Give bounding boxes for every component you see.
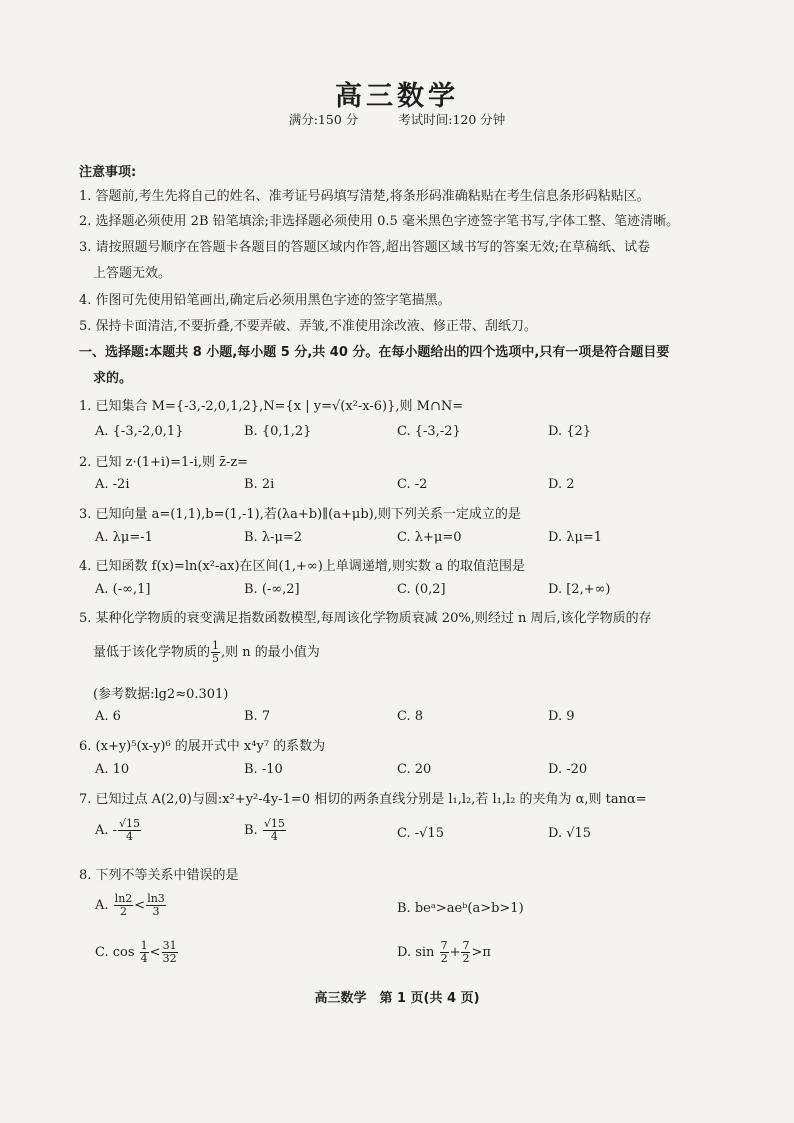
q2-option-b: B. 2i [244,477,275,492]
fraction: $\frac{7}{2}$ [440,939,448,965]
fraction: $\frac{1}{5}$ [212,639,220,665]
q1-option-d: D. {2} [548,424,592,439]
note-item: 4. 作图可先使用铅笔画出,确定后必须用黑色字迹的签字笔描黑。 [79,293,451,308]
page-footer: 高三数学 第 1 页(共 4 页) [314,991,480,1006]
question-4-stem: 4. 已知函数 f(x)=ln(x²-ax)在区间(1,+∞)上单调递增,则实数 a 的取值范围是 [79,559,525,574]
page-title: 高三数学 [335,81,459,112]
section-heading: 一、选择题:本题共 8 小题,每小题 5 分,共 40 分。在每小题给出的四个选项中,只有一项是符合题目要 [79,345,670,360]
q3-option-d: D. λμ=1 [548,530,603,545]
q6-option-a: A. 10 [95,762,130,777]
fraction: $\frac{1}{4}$ [140,939,148,965]
note-item: 5. 保持卡面清洁,不要折叠,不要弄破、弄皱,不准使用涂改液、修正带、刮纸刀。 [79,319,537,334]
q7-option-c: C. -√15 [397,826,444,841]
q1-option-b: B. {0,1,2} [244,424,312,439]
q8-option-c: C. cos $\frac{1}{4}$ < $\frac{31}{32}$ [95,939,177,965]
q5-option-b: B. 7 [244,709,271,724]
q6-option-b: B. -10 [244,762,283,777]
notes-heading: 注意事项: [79,165,137,180]
q2-option-a: A. -2i [95,477,130,492]
q6-option-c: C. 20 [397,762,432,777]
q8-option-b: B. beᵃ>aeᵇ(a>b>1) [397,901,524,916]
note-item: 上答题无效。 [93,266,172,281]
q5-option-c: C. 8 [397,709,424,724]
fraction: $\frac{√15}{4}$ [263,817,285,843]
question-5-stem: 5. 某种化学物质的衰变满足指数函数模型,每周该化学物质衰减 20%,则经过 n 周后,该化学物质的存 [79,611,652,626]
question-8-stem: 8. 下列不等关系中错误的是 [79,868,239,883]
fraction: $\frac{\ln 3}{3}$ [147,892,165,918]
q5-text-post: ,则 n 的最小值为 [221,645,320,660]
reference-data: (参考数据:lg2≈0.301) [93,687,229,702]
q5-option-a: A. 6 [95,709,121,724]
q4-option-b: B. (-∞,2] [244,582,300,597]
exam-time: 考试时间:120 分钟 [398,112,506,127]
q3-option-b: B. λ-μ=2 [244,530,303,545]
q4-option-a: A. (-∞,1] [95,582,151,597]
q7-option-a: A. - $\frac{√15}{4}$ [95,817,141,843]
q6-option-d: D. -20 [548,762,588,777]
fraction: $\frac{\ln 2}{2}$ [114,892,133,918]
q1-option-a: A. {-3,-2,0,1} [95,424,184,439]
question-5-stem-cont [93,640,320,665]
note-item: 1. 答题前,考生先将自己的姓名、准考证号码填写清楚,将条形码准确粘贴在考生信息条形码粘贴区。 [79,189,650,204]
q2-option-c: C. -2 [397,477,428,492]
question-2-stem: 2. 已知 z·(1+i)=1-i,则 z̄-z= [79,455,249,470]
fraction: $\frac{31}{32}$ [162,939,177,965]
note-item: 2. 选择题必须使用 2B 铅笔填涂;非选择题必须使用 0.5 毫米黑色字迹签字笔书写,字体工整、笔迹清晰。 [79,214,680,229]
q5-option-d: D. 9 [548,709,575,724]
q4-option-d: D. [2,+∞) [548,582,611,597]
q4-option-c: C. (0,2] [397,582,446,597]
full-score: 满分:150 分 [288,112,359,127]
q5-text-pre: 量低于该化学物质的 [93,645,211,660]
q3-option-a: A. λμ=-1 [95,530,153,545]
question-7-stem: 7. 已知过点 A(2,0)与圆:x²+y²-4y-1=0 相切的两条直线分别是 l₁,l₂,若 l₁,l₂ 的夹角为 α,则 tanα= [79,792,647,807]
fraction: $\frac{7}{2}$ [462,939,470,965]
q8-option-d: D. sin $\frac{7}{2}$ + $\frac{7}{2}$ >π [397,939,491,965]
q3-option-c: C. λ+μ=0 [397,530,462,545]
section-heading-cont: 求的。 [93,371,133,386]
exam-meta [0,110,794,128]
fraction: $\frac{√15}{4}$ [119,817,141,843]
question-3-stem: 3. 已知向量 a=(1,1),b=(1,-1),若(λa+b)∥(a+μb),则下列关系一定成立的是 [79,507,521,522]
note-item: 3. 请按照题号顺序在答题卡各题目的答题区域内作答,超出答题区域书写的答案无效;在草稿纸、试卷 [79,240,651,255]
q8-option-a: A. $\frac{\ln 2}{2}$ < $\frac{\ln 3}{3}$ [95,892,165,918]
question-6-stem: 6. (x+y)⁵(x-y)⁶ 的展开式中 x⁴y⁷ 的系数为 [79,739,326,754]
q7-option-d: D. √15 [548,826,592,841]
q2-option-d: D. 2 [548,477,575,492]
q1-option-c: C. {-3,-2} [397,424,461,439]
question-1-stem: 1. 已知集合 M={-3,-2,0,1,2},N={x | y=√(x²-x-6)},则 M∩N= [79,399,464,414]
q7-option-b: B. $\frac{√15}{4}$ [244,817,285,843]
